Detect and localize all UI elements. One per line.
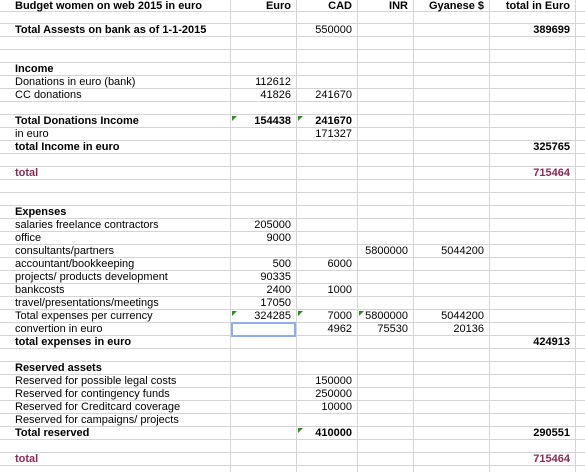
cell-cad[interactable] [297,154,352,166]
cell-gyanese[interactable] [414,76,484,88]
cell-total-euro[interactable] [490,362,570,374]
cell-euro[interactable] [231,167,291,179]
cell-total-euro[interactable]: 715464 [533,167,570,179]
cell-label[interactable]: travel/presentations/meetings [15,297,159,309]
table-row [0,11,585,24]
cell-euro[interactable] [231,453,291,465]
table-row [0,206,585,219]
cell-cad[interactable]: 4962 [327,323,352,335]
cell-total-euro[interactable] [490,284,570,296]
cell-note-marker-icon [232,116,237,121]
cell-label[interactable]: convertion in euro [15,323,103,335]
cell-euro[interactable] [231,375,291,387]
cell-cad[interactable] [297,232,352,244]
cell-euro[interactable] [231,37,291,49]
cell-gyanese[interactable] [414,219,484,231]
cell-inr[interactable] [358,63,408,75]
table-row [0,245,585,258]
cell-inr[interactable] [358,89,408,101]
cell-label[interactable] [15,11,230,23]
cell-label[interactable]: Total reserved [15,427,90,439]
cell-inr[interactable] [358,336,408,348]
cell-note-marker-icon [232,311,237,316]
cell-gyanese[interactable]: 5044200 [441,310,484,322]
cell-cad[interactable] [297,50,352,62]
cell-gyanese[interactable] [414,375,484,387]
cell-gyanese[interactable] [414,427,484,439]
cell-label[interactable] [15,154,230,166]
cell-gyanese[interactable]: 5044200 [441,245,484,257]
cell-inr[interactable] [358,115,408,127]
cell-label[interactable]: in euro [15,128,49,140]
cell-total-euro[interactable] [490,297,570,309]
cell-inr[interactable] [358,271,408,283]
cell-total-euro[interactable] [490,50,570,62]
cell-cad[interactable]: 150000 [315,375,352,387]
cell-cad[interactable] [297,453,352,465]
cell-cad[interactable] [297,271,352,283]
cell-note-marker-icon [298,116,303,121]
header-label[interactable]: Budget women on web 2015 in euro [15,0,203,12]
table-row [0,453,585,466]
cell-inr[interactable] [358,206,408,218]
cell-gyanese[interactable] [414,297,484,309]
cell-euro[interactable] [231,102,291,114]
table-row [0,167,585,180]
cell-euro[interactable] [231,206,291,218]
cell-euro[interactable]: 500 [272,258,291,270]
cell-inr[interactable] [358,180,408,192]
cell-gyanese[interactable] [414,271,484,283]
cell-gyanese[interactable] [414,206,484,218]
cell-gyanese[interactable] [414,414,484,426]
cell-inr[interactable] [358,141,408,153]
cell-gyanese[interactable] [414,154,484,166]
cell-label[interactable]: Reserved for Creditcard coverage [15,401,181,413]
table-row [0,193,585,206]
header-euro[interactable]: Euro [265,0,291,12]
cell-total-euro[interactable] [490,401,570,413]
cell-label[interactable] [15,180,230,192]
cell-euro[interactable] [231,401,291,413]
cell-gyanese[interactable] [414,50,484,62]
cell-cad[interactable] [297,180,352,192]
cell-euro[interactable]: 154438 [254,115,291,127]
cell-total-euro[interactable] [490,128,570,140]
cell-gyanese[interactable] [414,167,484,179]
cell-total-euro[interactable] [490,76,570,88]
cell-label[interactable]: Total expenses per currency [15,310,153,322]
cell-cad[interactable] [297,362,352,374]
cell-gyanese[interactable] [414,336,484,348]
cell-gyanese[interactable] [414,63,484,75]
cell-label[interactable]: Expenses [15,206,67,218]
cell-euro[interactable] [231,336,291,348]
cell-gyanese[interactable] [414,141,484,153]
cell-gyanese[interactable] [414,388,484,400]
cell-gyanese[interactable] [414,89,484,101]
cell-euro[interactable]: 90335 [260,271,291,283]
cell-gyanese[interactable] [414,232,484,244]
cell-gyanese[interactable] [414,362,484,374]
cell-euro[interactable] [231,414,291,426]
cell-total-euro[interactable] [490,440,570,452]
cell-label[interactable]: total Income in euro [15,141,120,153]
cell-inr[interactable] [358,440,408,452]
cell-euro[interactable] [231,440,291,452]
cell-euro[interactable] [231,50,291,62]
cell-euro[interactable] [231,11,291,23]
header-cad[interactable]: CAD [328,0,352,12]
cell-euro[interactable]: 9000 [266,232,291,244]
cell-cad[interactable]: 7000 [327,310,352,322]
cell-label[interactable]: bankcosts [15,284,65,296]
cell-total-euro[interactable] [490,245,570,257]
cell-total-euro[interactable] [490,63,570,75]
cell-label[interactable] [15,440,230,452]
table-row [0,414,585,427]
cell-label[interactable]: Reserved for campaigns/ projects [15,414,179,426]
cell-label[interactable]: accountant/bookkeeping [15,258,135,270]
cell-inr[interactable] [358,11,408,23]
cell-total-euro[interactable]: 389699 [533,24,570,36]
table-row [0,141,585,154]
cell-inr[interactable] [358,427,408,439]
cell-euro[interactable]: 324285 [254,310,291,322]
cell-note-marker-icon [298,311,303,316]
cell-inr[interactable] [358,401,408,413]
table-row [0,284,585,297]
cell-cad[interactable] [297,11,352,23]
cell-label[interactable]: total expenses in euro [15,336,132,348]
table-row [0,102,585,115]
cell-label[interactable]: office [15,232,42,244]
cell-inr[interactable] [358,414,408,426]
cell-inr[interactable] [358,76,408,88]
cell-total-euro[interactable] [490,102,570,114]
cell-cad[interactable] [297,167,352,179]
cell-cad[interactable] [297,206,352,218]
cell-label[interactable]: salaries freelance contractors [15,219,159,231]
cell-gyanese[interactable] [414,401,484,413]
cell-gyanese[interactable] [414,258,484,270]
cell-note-marker-icon [298,428,303,433]
cell-total-euro[interactable] [490,414,570,426]
cell-label[interactable]: total [15,453,39,465]
cell-label[interactable] [15,349,230,361]
cell-cad[interactable]: 1000 [327,284,352,296]
cell-gyanese[interactable] [414,102,484,114]
table-row [0,154,585,167]
cell-inr[interactable]: 5800000 [365,310,408,322]
cell-cad[interactable] [297,297,352,309]
table-row [0,297,585,310]
cell-cad[interactable] [297,193,352,205]
cell-euro[interactable] [231,63,291,75]
cell-total-euro[interactable] [490,323,570,335]
cell-cad[interactable] [297,440,352,452]
cell-label[interactable] [15,193,230,205]
cell-total-euro[interactable]: 715464 [533,453,570,465]
table-row [0,375,585,388]
cell-total-euro[interactable] [490,193,570,205]
header-gyanese[interactable]: Gyanese $ [428,0,484,12]
table-row [0,219,585,232]
cell-euro[interactable] [231,427,291,439]
cell-euro[interactable] [231,193,291,205]
table-row [0,76,585,89]
cell-inr[interactable] [358,193,408,205]
table-row [0,89,585,102]
table-row [0,388,585,401]
cell-euro[interactable] [231,154,291,166]
cell-label[interactable]: Income [15,63,54,75]
cell-inr[interactable] [358,388,408,400]
cell-inr[interactable] [358,258,408,270]
cell-inr[interactable] [358,232,408,244]
cell-total-euro[interactable]: 325765 [533,141,570,153]
cell-total-euro[interactable] [490,154,570,166]
table-row [0,349,585,362]
cell-note-marker-icon [359,311,364,316]
cell-inr[interactable] [358,375,408,387]
cell-total-euro[interactable]: 290551 [533,427,570,439]
cell-label[interactable]: Reserved for contingency funds [15,388,170,400]
cell-total-euro[interactable] [490,375,570,387]
cell-cad[interactable]: 550000 [315,24,352,36]
cell-gyanese[interactable] [414,180,484,192]
cell-total-euro[interactable] [490,11,570,23]
cell-label[interactable]: consultants/partners [15,245,115,257]
cell-euro[interactable] [231,349,291,361]
cell-cad[interactable]: 241670 [315,115,352,127]
table-row [0,440,585,453]
cell-total-euro[interactable] [490,271,570,283]
cell-gyanese[interactable] [414,115,484,127]
cell-cad[interactable]: 241670 [315,89,352,101]
cell-label[interactable] [15,50,230,62]
cell-euro[interactable]: 41826 [260,89,291,101]
cell-total-euro[interactable] [490,89,570,101]
table-row [0,362,585,375]
table-row [0,24,585,37]
cell-cad[interactable]: 10000 [321,401,352,413]
cell-total-euro[interactable] [490,37,570,49]
cell-cad[interactable]: 250000 [315,388,352,400]
table-row [0,115,585,128]
table-row [0,258,585,271]
table-row [0,128,585,141]
table-row [0,271,585,284]
cell-total-euro[interactable] [490,388,570,400]
cell-cad[interactable] [297,336,352,348]
table-row [0,180,585,193]
cell-euro[interactable]: 17050 [260,297,291,309]
cell-label[interactable]: projects/ products development [15,271,168,283]
cell-total-euro[interactable]: 424913 [533,336,570,348]
cell-total-euro[interactable] [490,115,570,127]
cell-inr[interactable] [358,297,408,309]
cell-cad[interactable] [297,349,352,361]
cell-gyanese[interactable] [414,349,484,361]
cell-total-euro[interactable] [490,219,570,231]
cell-inr[interactable] [358,167,408,179]
cell-inr[interactable] [358,50,408,62]
cell-cad[interactable] [297,141,352,153]
cell-cad[interactable] [297,63,352,75]
cell-inr[interactable] [358,453,408,465]
cell-inr[interactable] [358,154,408,166]
cell-gyanese[interactable] [414,440,484,452]
cell-euro[interactable] [231,362,291,374]
cell-gyanese[interactable]: 20136 [453,323,484,335]
cell-inr[interactable] [358,284,408,296]
cell-label[interactable]: Reserved for possible legal costs [15,375,177,387]
cell-inr[interactable] [358,349,408,361]
table-row [0,63,585,76]
cell-inr[interactable] [358,128,408,140]
cell-euro[interactable] [231,388,291,400]
cell-gyanese[interactable] [414,193,484,205]
header-inr[interactable]: INR [389,0,408,12]
cell-inr[interactable] [358,219,408,231]
table-row [0,401,585,414]
cell-cad[interactable]: 410000 [315,427,352,439]
cell-cad[interactable] [297,37,352,49]
cell-inr[interactable] [358,37,408,49]
cell-gyanese[interactable] [414,128,484,140]
cell-cad[interactable] [297,245,352,257]
cell-inr[interactable]: 5800000 [365,245,408,257]
cell-label[interactable]: Total Donations Income [15,115,139,127]
cell-euro[interactable]: 205000 [254,219,291,231]
cell-inr[interactable]: 75530 [377,323,408,335]
table-row [0,37,585,50]
cell-gyanese[interactable] [414,284,484,296]
cell-euro[interactable]: 112612 [255,76,291,88]
table-row [0,427,585,440]
cell-total-euro[interactable] [490,232,570,244]
table-row [0,232,585,245]
cell-gyanese[interactable] [414,37,484,49]
cell-label[interactable]: Total Assests on bank as of 1-1-2015 [15,24,207,36]
cell-total-euro[interactable] [490,349,570,361]
cell-cad[interactable]: 6000 [327,258,352,270]
cell-cad[interactable] [297,76,352,88]
cell-cad[interactable]: 171327 [315,128,352,140]
cell-gyanese[interactable] [414,11,484,23]
cell-cad[interactable] [297,102,352,114]
cell-total-euro[interactable] [490,310,570,322]
cell-cad[interactable] [297,219,352,231]
cell-label[interactable] [15,102,230,114]
cell-label[interactable]: CC donations [15,89,82,101]
cell-euro[interactable]: 2400 [266,284,291,296]
cell-euro[interactable] [231,128,291,140]
cell-total-euro[interactable] [490,180,570,192]
cell-euro[interactable] [231,245,291,257]
cell-euro[interactable] [231,24,291,36]
cell-inr[interactable] [358,102,408,114]
cell-euro[interactable] [231,141,291,153]
header-total-euro[interactable]: total in Euro [505,0,570,12]
cell-total-euro[interactable] [490,206,570,218]
cell-label[interactable]: total [15,167,39,179]
cell-inr[interactable] [358,362,408,374]
cell-cad[interactable] [297,414,352,426]
cell-label[interactable]: Reserved assets [15,362,102,374]
selected-cell-outline[interactable] [231,322,296,337]
cell-gyanese[interactable] [414,453,484,465]
table-row [0,336,585,349]
cell-label[interactable]: Donations in euro (bank) [15,76,136,88]
cell-euro[interactable] [231,180,291,192]
cell-gyanese[interactable] [414,24,484,36]
cell-label[interactable] [15,37,230,49]
cell-total-euro[interactable] [490,258,570,270]
cell-inr[interactable] [358,24,408,36]
table-row [0,50,585,63]
